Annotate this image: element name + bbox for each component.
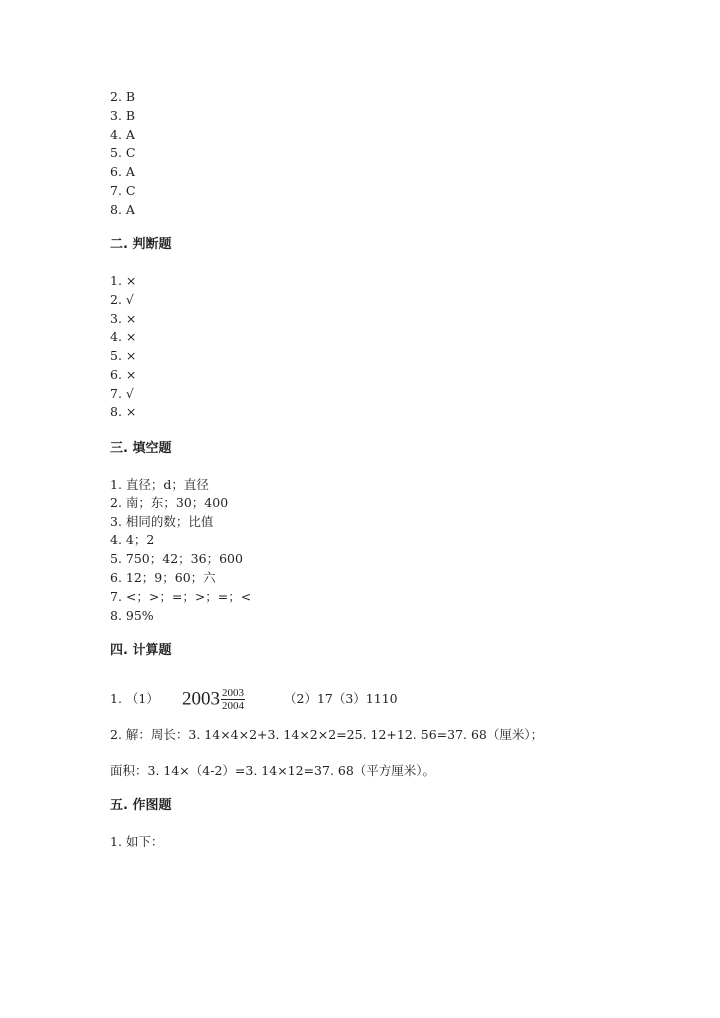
choice-answer-7: 7. C [110, 183, 136, 198]
fill-answer-1: 1. 直径；d；直径 [110, 477, 209, 492]
section-title-drawing: 五. 作图题 [110, 798, 172, 813]
fill-answer-7: 7. <；>；=；>；=；< [110, 589, 252, 604]
fill-answer-5: 5. 750；42；36；600 [110, 551, 243, 566]
choice-answer-6: 6. A [110, 164, 135, 179]
fill-answer-8: 8. 95% [110, 608, 154, 623]
judgement-answer-4: 4. × [110, 329, 137, 344]
calc-q2-area: 面积：3. 14×（4-2）=3. 14×12=37. 68（平方厘米）。 [110, 763, 436, 778]
section-title-judgement: 二. 判断题 [110, 237, 172, 252]
choice-answer-4: 4. A [110, 127, 135, 142]
judgement-answer-8: 8. × [110, 404, 137, 419]
fill-answer-2: 2. 南；东；30；400 [110, 495, 229, 510]
fill-answer-6: 6. 12；9；60；六 [110, 570, 216, 585]
judgement-answer-2: 2. √ [110, 292, 134, 307]
calc-q1-mixed-number [182, 687, 245, 717]
mixed-number-fraction [221, 687, 245, 712]
fill-answer-4: 4. 4；2 [110, 532, 155, 547]
judgement-answer-1: 1. × [110, 273, 137, 288]
drawing-answer-1: 1. 如下： [110, 834, 164, 849]
calc-q1-suffix: （2）17（3）1110 [284, 691, 398, 706]
section-title-fill-blank: 三. 填空题 [110, 441, 172, 456]
fill-answer-3: 3. 相同的数；比值 [110, 514, 214, 529]
judgement-answer-6: 6. × [110, 367, 137, 382]
judgement-answer-5: 5. × [110, 348, 137, 363]
fraction-denominator: 2004 [222, 700, 244, 712]
fraction-numerator: 2003 [222, 687, 244, 699]
mixed-number-whole: 2003 [182, 688, 220, 710]
section-title-calculation: 四. 计算题 [110, 643, 172, 658]
calc-q2-perimeter: 2. 解：周长：3. 14×4×2+3. 14×2×2=25. 12+12. 56=37. 68（厘米）； [110, 727, 544, 742]
choice-answer-8: 8. A [110, 202, 135, 217]
judgement-answer-7: 7. √ [110, 386, 134, 401]
judgement-answer-3: 3. × [110, 311, 137, 326]
choice-answer-2: 2. B [110, 89, 136, 104]
choice-answer-5: 5. C [110, 145, 136, 160]
choice-answer-3: 3. B [110, 108, 136, 123]
calc-q1-prefix: 1. （1） [110, 691, 159, 706]
